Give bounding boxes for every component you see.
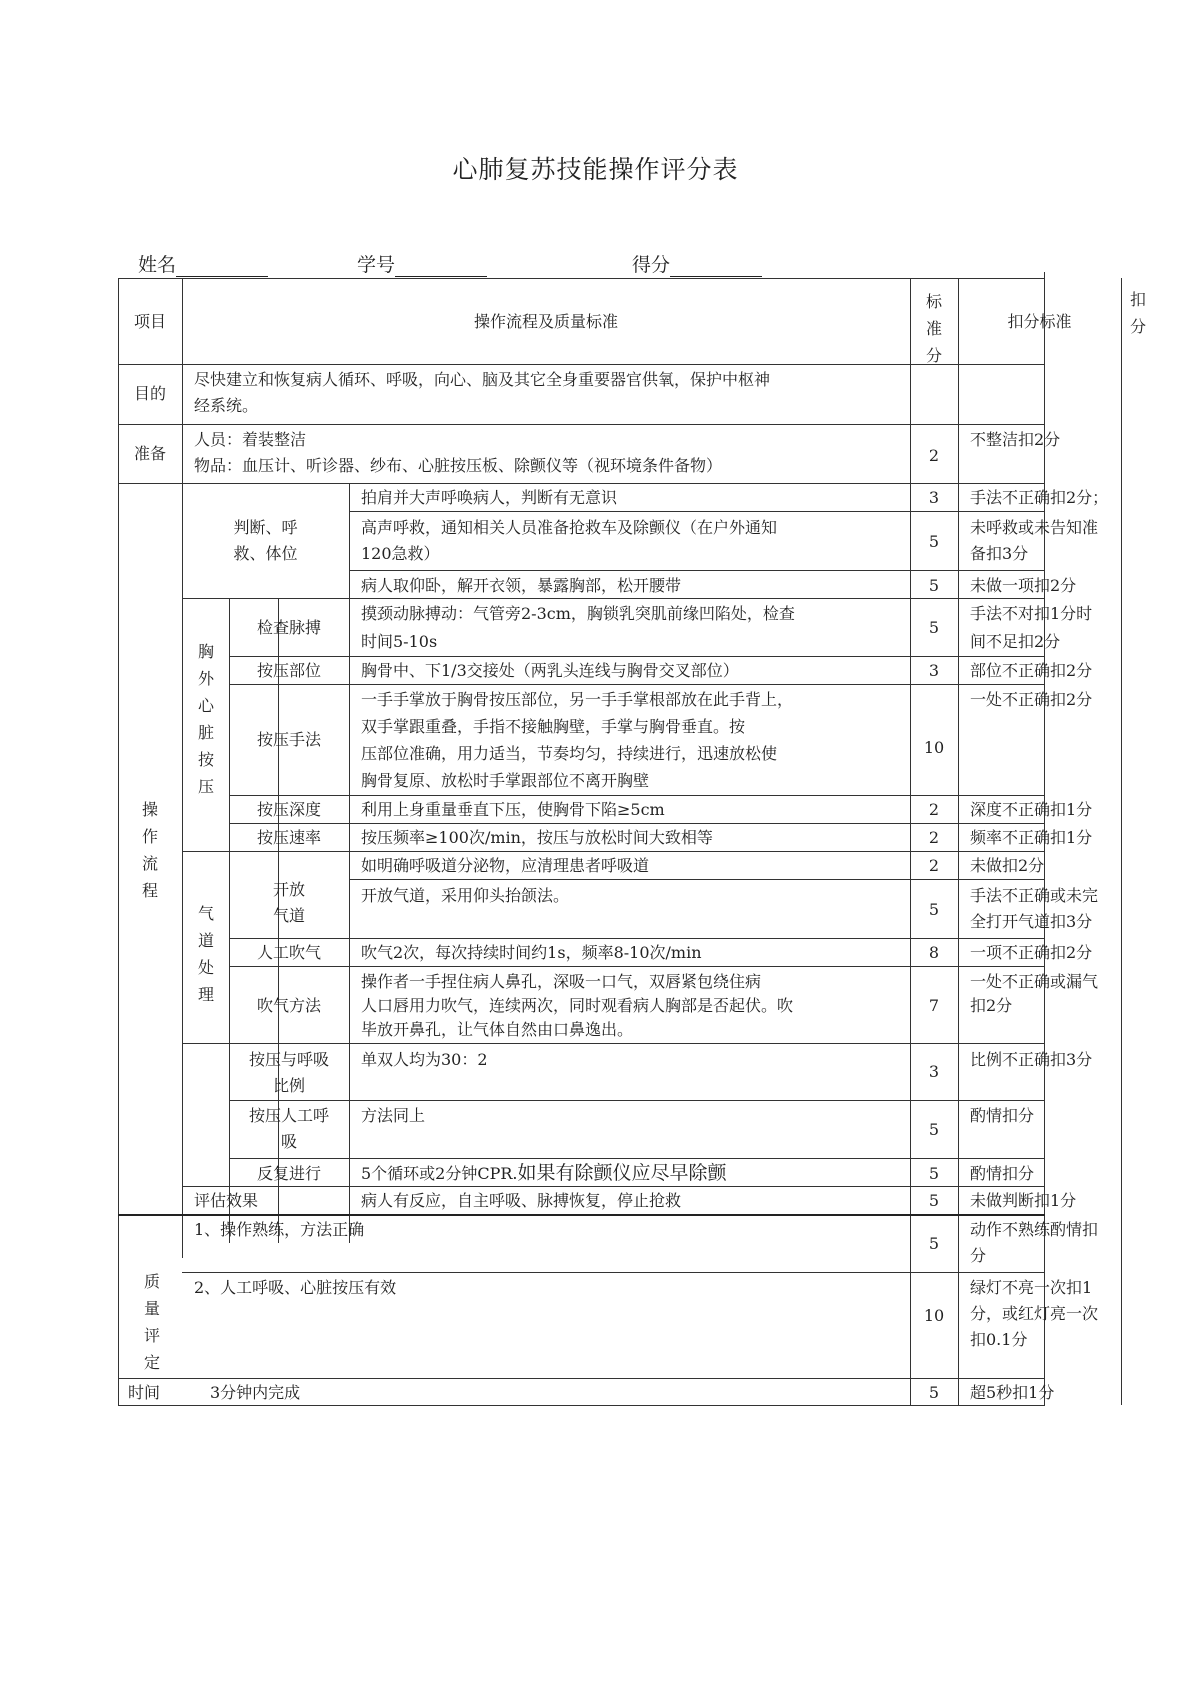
judge-row3-deduct: 未做一项扣2分 [970,576,1077,595]
col-header-deduct: 扣分 [1129,290,1146,336]
page-title: 心肺复苏技能操作评分表 [452,155,739,184]
evaluation-points: 5 [928,1191,940,1210]
depth-text: 利用上身重量垂直下压，使胸骨下陷≥5cm [361,800,665,819]
id-label: 学号 [357,254,396,276]
prep-text-line2: 物品：血压计、听诊器、纱布、心脏按压板、除颤仪等（视环境条件备物） [194,456,723,475]
chest-compression-label: 胸外心脏按压 [197,642,214,796]
border-line [182,1272,1045,1273]
breath-method-line3: 毕放开鼻孔，让气体自然由口鼻逸出。 [361,1020,634,1039]
score-label: 得分 [632,254,671,276]
border-line [229,1100,1045,1101]
open-airway-row1-deduct: 未做扣2分 [970,856,1045,875]
cpr-breath-label-line1: 按压人工呼 [248,1106,329,1125]
process-label: 操作流程 [141,800,158,900]
judge-row3-points: 5 [928,576,940,595]
depth-points: 2 [928,800,940,819]
pulse-text-line2: 时间5-10s [361,632,438,651]
border-line [958,278,959,1405]
score-blank [670,256,762,277]
border-line [118,278,1045,279]
depth-deduct: 深度不正确扣1分 [970,800,1093,819]
evaluation-text: 病人有反应，自主呼吸、脉搏恢复，停止抢救 [361,1191,682,1210]
border-line [349,570,1045,571]
rescue-breath-deduct: 一项不正确扣2分 [970,943,1093,962]
breath-method-line1: 操作者一手捏住病人鼻孔，深吸一口气，双唇紧包绕住病 [361,972,762,991]
name-blank [176,256,268,277]
open-airway-row1-text: 如明确呼吸道分泌物，应清理患者呼吸道 [361,856,650,875]
name-field [138,250,268,277]
border-line [349,879,1045,880]
position-label: 按压部位 [256,661,321,680]
score-field [632,250,762,277]
open-airway-row2-deduct-line2: 全打开气道扣3分 [970,912,1093,931]
prep-points: 2 [928,446,940,465]
repeat-points: 5 [928,1164,940,1183]
id-blank [395,256,487,277]
breath-method-points: 7 [928,996,940,1015]
depth-label: 按压深度 [256,800,321,819]
cpr-breath-deduct: 酌情扣分 [970,1106,1035,1125]
border-line [229,684,1045,685]
prep-text-line1: 人员：着装整洁 [194,430,307,449]
rate-points: 2 [928,828,940,847]
quality-row2-points: 10 [923,1306,945,1325]
breath-method-line2: 人口唇用力吹气，连续两次，同时观看病人胸部是否起伏。吹 [361,996,794,1015]
hand-text-line4: 胸骨复原、放松时手掌跟部位不离开胸壁 [361,771,650,790]
border-line [182,1043,1045,1044]
position-points: 3 [928,661,940,680]
cpr-breath-label-line2: 吸 [280,1132,297,1151]
position-text: 胸骨中、下1/3交接处（两乳头连线与胸骨交叉部位） [361,661,739,680]
judge-row2-points: 5 [928,532,940,551]
ratio-label-line2: 比例 [272,1076,305,1095]
rescue-breath-label: 人工吹气 [256,943,321,962]
open-airway-row2-text: 开放气道，采用仰头抬颌法。 [361,886,570,905]
repeat-label: 反复进行 [256,1164,321,1183]
time-label: 时间 [128,1383,161,1402]
open-airway-label-line1: 开放 [272,880,305,899]
hand-text-line2: 双手掌跟重叠，手指不接触胸壁，手掌与胸骨垂直。按 [361,717,746,736]
purpose-text-line2: 经系统。 [194,396,259,415]
purpose-text-line1: 尽快建立和恢复病人循环、呼吸，向心、脑及其它全身重要器官供氧，保护中枢神 [194,370,771,389]
rate-label: 按压速率 [256,828,321,847]
cpr-breath-text: 方法同上 [361,1106,426,1125]
time-points: 5 [928,1383,940,1402]
quality-row1-deduct-line2: 分 [970,1246,987,1265]
judge-row2-line1: 高声呼救，通知相关人员准备抢救车及除颤仪（在户外通知 [361,518,778,537]
time-deduct: 超5秒扣1分 [970,1383,1055,1402]
col-header-points: 标准分 [925,292,942,365]
pulse-deduct-line1: 手法不对扣1分时 [970,604,1093,623]
repeat-text [361,1160,727,1187]
ratio-text: 单双人均为30：2 [361,1050,488,1069]
rescue-breath-text: 吹气2次，每次持续时间约1s，频率8-10次/min [361,943,702,962]
hand-points: 10 [923,738,945,757]
judge-row1-text: 拍肩并大声呼唤病人，判断有无意识 [361,488,618,507]
pulse-text-line1: 摸颈动脉搏动：气管旁2-3cm，胸锁乳突肌前缘凹陷处，检查 [361,604,795,623]
position-deduct: 部位不正确扣2分 [970,661,1093,680]
purpose-label: 目的 [133,384,166,403]
evaluation-label: 评估效果 [194,1191,259,1210]
judge-label-line1: 判断、呼 [233,518,298,537]
border-line [229,1158,1045,1159]
prep-deduct: 不整洁扣2分 [970,430,1061,449]
cpr-breath-points: 5 [928,1120,940,1139]
pulse-label: 检查脉搏 [256,618,321,637]
border-line [349,483,350,598]
judge-row2-deduct-line1: 未呼救或未告知准 [970,518,1099,537]
hand-text-line3: 压部位准确，用力适当，节奏均匀，持续进行，迅速放松使 [361,744,778,763]
border-line [182,278,183,1243]
open-airway-row1-points: 2 [928,856,940,875]
id-field [357,250,487,277]
border-line [349,511,1045,512]
judge-row3-text: 病人取仰卧，解开衣领，暴露胸部，松开腰带 [361,576,682,595]
judge-label-line2: 救、体位 [233,544,298,563]
score-table [118,278,1146,1405]
open-airway-label-line2: 气道 [272,906,305,925]
judge-row2-deduct-line2: 备扣3分 [970,544,1029,563]
open-airway-row2-deduct-line1: 手法不正确或未完 [970,886,1099,905]
hand-text-line1: 一手手掌放于胸骨按压部位，另一手手掌根部放在此手背上， [361,690,794,709]
quality-row2-deduct-line2: 分，或红灯亮一次 [970,1304,1099,1323]
border-line [118,364,1045,365]
border-line [182,1238,183,1258]
border-line [349,598,350,1243]
breath-method-deduct-line1: 一处不正确或漏气 [970,972,1099,991]
prep-label: 准备 [133,444,166,463]
ratio-label-line1: 按压与呼吸 [248,1050,329,1069]
quality-row1-points: 5 [928,1234,940,1253]
airway-label: 气道处理 [197,904,214,1004]
quality-row2-deduct-line1: 绿灯不亮一次扣1 [970,1278,1093,1297]
hand-deduct: 一处不正确扣2分 [970,690,1093,709]
time-text: 3分钟内完成 [210,1383,301,1402]
repeat-text-part2: 如果有除颤仪应尽早除颤 [517,1162,727,1184]
quality-row1-deduct-line1: 动作不熟练酌情扣 [970,1220,1099,1239]
hand-technique-label: 按压手法 [256,730,321,749]
ratio-points: 3 [928,1062,940,1081]
rate-deduct: 频率不正确扣1分 [970,828,1093,847]
quality-row1-text: 1、操作熟练，方法正确 [194,1220,365,1239]
quality-label: 质量评定 [143,1272,160,1372]
repeat-deduct: 酌情扣分 [970,1164,1035,1183]
border-line [1121,278,1122,1405]
judge-row2-line2: 120急救） [361,544,440,563]
judge-row1-points: 3 [928,488,940,507]
quality-row2-deduct-line3: 扣0.1分 [970,1330,1028,1349]
pulse-points: 5 [928,618,940,637]
rescue-breath-points: 8 [928,943,940,962]
open-airway-row2-points: 5 [928,900,940,919]
evaluation-deduct: 未做判断扣1分 [970,1191,1077,1210]
col-header-item: 项目 [133,312,166,331]
quality-row2-text: 2、人工呼吸、心脏按压有效 [194,1278,397,1297]
judge-row1-deduct: 手法不正确扣2分； [970,488,1109,507]
col-header-standard: 操作流程及质量标准 [473,312,618,331]
col-header-deduct-standard: 扣分标准 [1007,312,1072,331]
breath-method-label: 吹气方法 [256,996,321,1015]
border-line [118,424,1045,425]
repeat-text-part1: 5个循环或2分钟CPR. [361,1164,518,1183]
pulse-deduct-line2: 间不足扣2分 [970,632,1061,651]
ratio-deduct: 比例不正确扣3分 [970,1050,1093,1069]
rate-text: 按压频率≥100次/min，按压与放松时间大致相等 [361,828,713,847]
border-line [229,966,1045,967]
breath-method-deduct-line2: 扣2分 [970,996,1013,1015]
name-label: 姓名 [138,254,177,276]
